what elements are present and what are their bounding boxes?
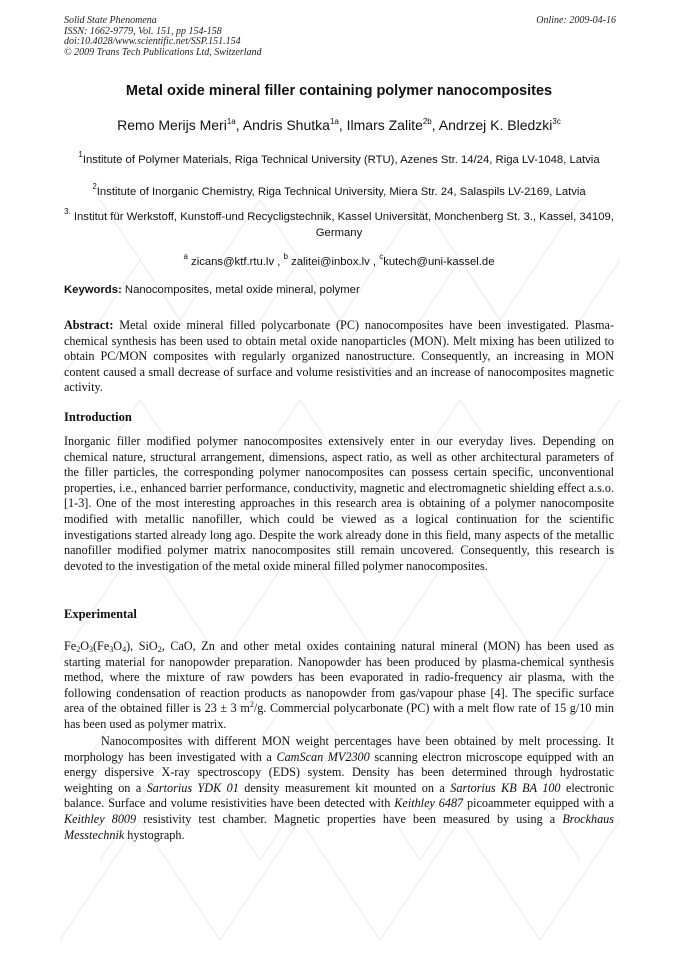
author: Andris Shutka$^{1a}$, bbox=[242, 117, 347, 133]
abstract-label: Abstract: bbox=[64, 318, 114, 332]
email-c[interactable]: $^c$kutech@uni-kassel.de bbox=[379, 252, 495, 268]
journal-name: Solid State Phenomena bbox=[64, 15, 157, 26]
affiliation-1: $^1$Institute of Polymer Materials, Riga Technical University (RTU), Azenes Str. 14/24, Riga LV-1048, Latvia bbox=[78, 150, 600, 166]
abstract-text: Metal oxide mineral filled polycarbonate (PC) nanocomposites have been investigated. Plasma-chemical synthesis has been used to obtain metal oxide nanoparticles (MON). Melt mixing has been utilized to obtain PC/MON composites with regularly organized nanostructure. Consequently, an increasing in MON content caused a small decrease of surface and volume resistivities and an increase of nanocomposites magnetic activity. bbox=[64, 318, 614, 395]
email-list: $^a$ zicans@ktf.rtu.lv , $^b$ zalitei@inbox.lv , $^c$kutech@uni-kassel.de bbox=[183, 252, 495, 268]
journal-header bbox=[64, 16, 262, 58]
paper-title: Metal oxide mineral filler containing polymer nanocomposites bbox=[125, 83, 553, 99]
keywords-label: Keywords: bbox=[64, 284, 122, 296]
introduction-heading: Introduction bbox=[64, 410, 132, 424]
email-b[interactable]: $^b$ zalitei@inbox.lv bbox=[283, 252, 370, 268]
author: Remo Merijs Meri$^{1a}$, bbox=[117, 117, 243, 133]
experimental-heading: Experimental bbox=[64, 607, 137, 621]
abstract bbox=[64, 318, 614, 396]
email-a[interactable]: $^a$ zicans@ktf.rtu.lv bbox=[183, 252, 275, 268]
author: Ilmars Zalite$^{2b}$, bbox=[346, 117, 439, 133]
author-list bbox=[64, 117, 614, 133]
affiliation-2: $^2$Institute of Inorganic Chemistry, Riga Technical University, Miera Str. 24, Salaspils LV-2169, Latvia bbox=[92, 182, 586, 198]
experimental-paragraph-2: Nanocomposites with different MON weight percentages have been obtained by melt processing. It morphology has been investigated with a CamScan MV2300 scanning electron microscope equipped with an energy dispersive X-ray spectroscopy (EDS) system. Density has been determined through hydrostatic weighting on a Sartorius YDK 01 density measurement kit mounted on a Sartorius KB BA 100 electronic balance. Surface and volume resistivities have been detected with Keithley 6487 picoammeter equipped with a Keithley 8009 resistivity test chamber. Magnetic properties have been measured by using a Brockhaus Messtechnik hystograph. bbox=[64, 734, 615, 842]
keywords bbox=[64, 284, 614, 296]
online-date: Online: 2009-04-16 bbox=[536, 15, 616, 26]
experimental-paragraph-1: $Fe_2O_3(Fe_3O_4)$, SiO$_2$, CaO, Zn and other metal oxides containing natural mineral (MON) has been used as starting material for nanopowder preparation. Nanopowder has been produced by plasma-chemical synthesis method, where the mixture of raw powders has been evaporated in radio-frequency air plasma, with the following condensation of reaction products as nanopowder from gas/vapour phase [4]. The specific surface area of the obtained filler is 23 ± 3 $m^2/g$. Commercial polycarbonate (PC) with a melt flow rate of 15 g/10 min has been used as polymer matrix. bbox=[64, 639, 615, 731]
journal-doi: doi:10.4028/www.scientific.net/SSP.151.154 bbox=[64, 36, 241, 47]
keywords-text: Nanocomposites, metal oxide mineral, polymer bbox=[121, 284, 360, 296]
journal-issn: ISSN: 1662-9779, Vol. 151, pp 154-158 bbox=[64, 25, 222, 37]
author: Andrzej K. Bledzki$^{3c}$ bbox=[438, 117, 561, 133]
affiliation-3: $^{3.}$ Institut für Werkstoff, Kunstoff-und Recycligstechnik, Kassel Universität, Monchenberg St. 3., Kassel, 34109, Germany bbox=[64, 207, 614, 239]
introduction-text: Inorganic filler modified polymer nanocomposites extensively enter in our everyday lives. Depending on chemical nature, structural arrangement, dimensions, aspect ratio, as well as other architectural parameters of the filler particles, the corresponding polymer nanocomposites can possess certain specific, unconventional properties, i.e., enhanced barrier performance, conductivity, magnetic and electromagnetic shielding effect a.s.o. [1-3]. One of the most interesting approaches in this research area is obtaining of a polymer nanocomposite modified with metallic nanofiller, which could be viewed as a logical continuation for the scientific investigations started already long ago. Despite the work already done in this field, many aspects of the metallic nanofiller modified polymer matrix nanocomposites still remain uncovered. Consequently, this research is devoted to the investigation of the metal oxide mineral filled polymer nanocomposites. bbox=[64, 434, 614, 573]
journal-copyright: © 2009 Trans Tech Publications Ltd, Switzerland bbox=[64, 46, 262, 58]
